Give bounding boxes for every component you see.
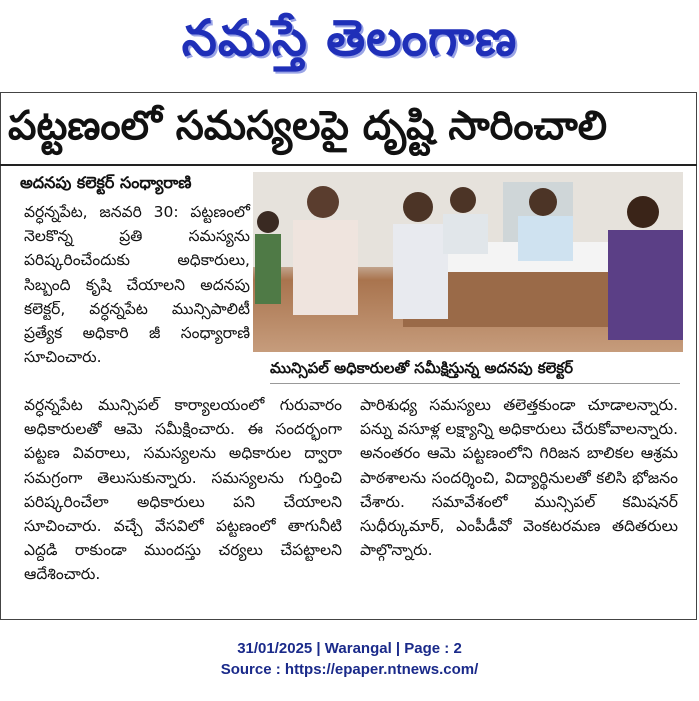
photo-caption: మున్సిపల్ అధికారులతో సమీక్షిస్తున్న అదనపు కలెక్టర్ bbox=[270, 353, 680, 384]
article-photo bbox=[253, 172, 683, 352]
article-headline: పట్టణంలో సమస్యలపై దృష్టి సారించాలి bbox=[8, 103, 608, 149]
masthead bbox=[0, 0, 699, 88]
article-paragraph: వర్ధన్నపేట మున్సిపల్ కార్యాలయంలో గురువారం అధికారులతో ఆమె సమీక్షించారు. ఈ సందర్భంగా పట్టణ వివరాలు, సమస్యలను అధికారుల ద్వారా సమగ్రంగా తెలుసుకున్నారు. సమస్యలను గుర్తించి పరిష్కరించేలా అధికారులు పని చేయాలని సూచించారు. వచ్చే వేసవిలో పట్టణంలో తాగునీటి ఎద్దడి రాకుండా ముందస్తు చర్యలు చేపట్టాలని ఆదేశించారు. bbox=[24, 396, 342, 584]
article-column-left bbox=[24, 393, 342, 587]
article-byline: అదనపు కలెక్టర్ సంధ్యారాణి bbox=[20, 173, 192, 192]
article-column-intro bbox=[24, 200, 250, 369]
newspaper-title: నమస్తే తెలంగాణ bbox=[181, 8, 518, 67]
article-paragraph: వర్ధన్నపేట, జనవరి 30: పట్టణంలో నెలకొన్న ప్రతి సమస్యను పరిష్కరించేందుకు అధికారులు, సిబ్బంది కృషి చేయాలని అదనపు కలెక్టర్, వర్ధన్నపేట మున్సిపాలిటీ ప్రత్యేక అధికారి జీ సంధ్యారాణి సూచించారు. bbox=[24, 203, 250, 367]
article-column-right bbox=[360, 393, 678, 562]
article-paragraph: పారిశుధ్య సమస్యలు తలెత్తకుండా చూడాలన్నారు. పన్ను వసూళ్ల లక్ష్యాన్ని అధికారులు చేరుకోవాలన్నారు. అనంతరం ఆమె పట్టణంలోని గిరిజన బాలికల ఆశ్రమ పాఠశాలను సందర్శించి, విద్యార్థినులతో కలిసి భోజనం చేశారు. సమావేశంలో మున్సిపల్ కమిషనర్ సుధీర్కుమార్, ఎంపీడీవో వెంకటరమణ తదితరులు పాల్గొన్నారు. bbox=[360, 396, 678, 560]
footer-source: Source : https://epaper.ntnews.com/ bbox=[220, 661, 479, 678]
headline-divider bbox=[0, 164, 697, 166]
footer-dateline: 31/01/2025 | Warangal | Page : 2 bbox=[237, 640, 462, 657]
